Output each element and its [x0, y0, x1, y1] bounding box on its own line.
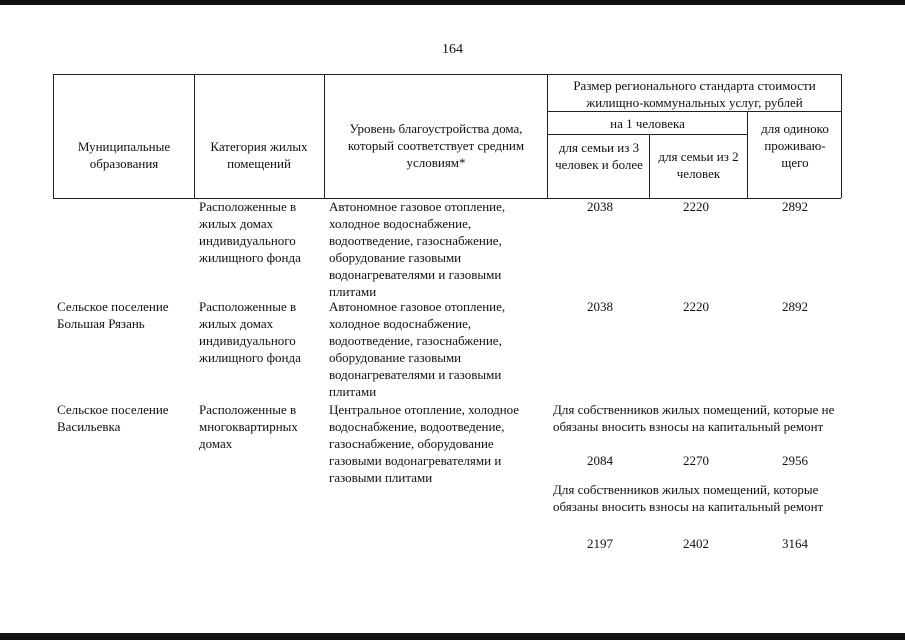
row1-family2: 2220 [683, 199, 709, 214]
row3-v2-single: 3164 [782, 536, 808, 551]
row3-v2-family2: 2402 [683, 536, 709, 551]
row3-note-no-capital-repair: Для собственников жилых помещений, которые не обязаны вносить взносы на капитальный ремонт [553, 402, 835, 434]
row2-family2: 2220 [683, 299, 709, 314]
table-border-top [53, 74, 841, 75]
header-level: Уровень благоустройства дома, который соответствует средним условиям* [347, 121, 525, 170]
scan-border-bottom [0, 633, 905, 640]
header-col-border-1 [194, 74, 195, 198]
header-standard-size: Размер регионального стандарта стоимости жилищно-коммунальных услуг, рублей [573, 78, 816, 110]
row3-v1-family3: 2084 [587, 453, 613, 468]
row3-category: Расположенные в многоквартирных домах [199, 402, 298, 451]
header-col-border-5 [747, 111, 748, 198]
row3-municipality: Сельское поселение Васильевка [57, 402, 169, 434]
row1-level: Автономное газовое отопление, холодное водоснабжение, водоотведение, газоснабжение, оборудование газовыми водонагревателями и газовыми плитами [329, 199, 506, 299]
header-municipality: Муниципальные образования [77, 139, 171, 171]
header-category: Категория жилых помещений [210, 139, 308, 171]
row2-municipality: Сельское поселение Большая Рязань [57, 299, 169, 331]
row3-v2-family3: 2197 [587, 536, 613, 551]
header-col-border-4 [649, 134, 650, 198]
row3-v1-single: 2956 [782, 453, 808, 468]
header-family3: для семьи из 3 человек и более [555, 140, 643, 172]
row1-single: 2892 [782, 199, 808, 214]
row2-category: Расположенные в жилых домах индивидуального жилищного фонда [199, 299, 301, 365]
row2-family3: 2038 [587, 299, 613, 314]
row3-note-with-capital-repair: Для собственников жилых помещений, которые обязаны вносить взносы на капитальный ремонт [553, 482, 824, 514]
row3-level: Центральное отопление, холодное водоснабжение, водоотведение, газоснабжение, оборудование газовыми водонагревателями и газовыми плитами [329, 402, 520, 485]
header-col-border-3 [547, 74, 548, 198]
page-number: 164 [442, 42, 463, 57]
header-family2: для семьи из 2 человек [658, 149, 739, 181]
header-single: для одиноко проживаю-щего [761, 121, 829, 170]
header-col-border-0 [53, 74, 54, 198]
header-col-border-2 [324, 74, 325, 198]
header-divider-1 [547, 111, 841, 112]
header-divider-2 [547, 134, 747, 135]
scan-border-top [0, 0, 905, 5]
header-col-border-6 [841, 74, 842, 198]
row2-single: 2892 [782, 299, 808, 314]
row1-category: Расположенные в жилых домах индивидуального жилищного фонда [199, 199, 301, 265]
row2-level: Автономное газовое отопление, холодное водоснабжение, водоотведение, газоснабжение, оборудование газовыми водонагревателями и газовыми плитами [329, 299, 506, 399]
header-per-person: на 1 человека [610, 116, 685, 131]
row1-family3: 2038 [587, 199, 613, 214]
row3-v1-family2: 2270 [683, 453, 709, 468]
